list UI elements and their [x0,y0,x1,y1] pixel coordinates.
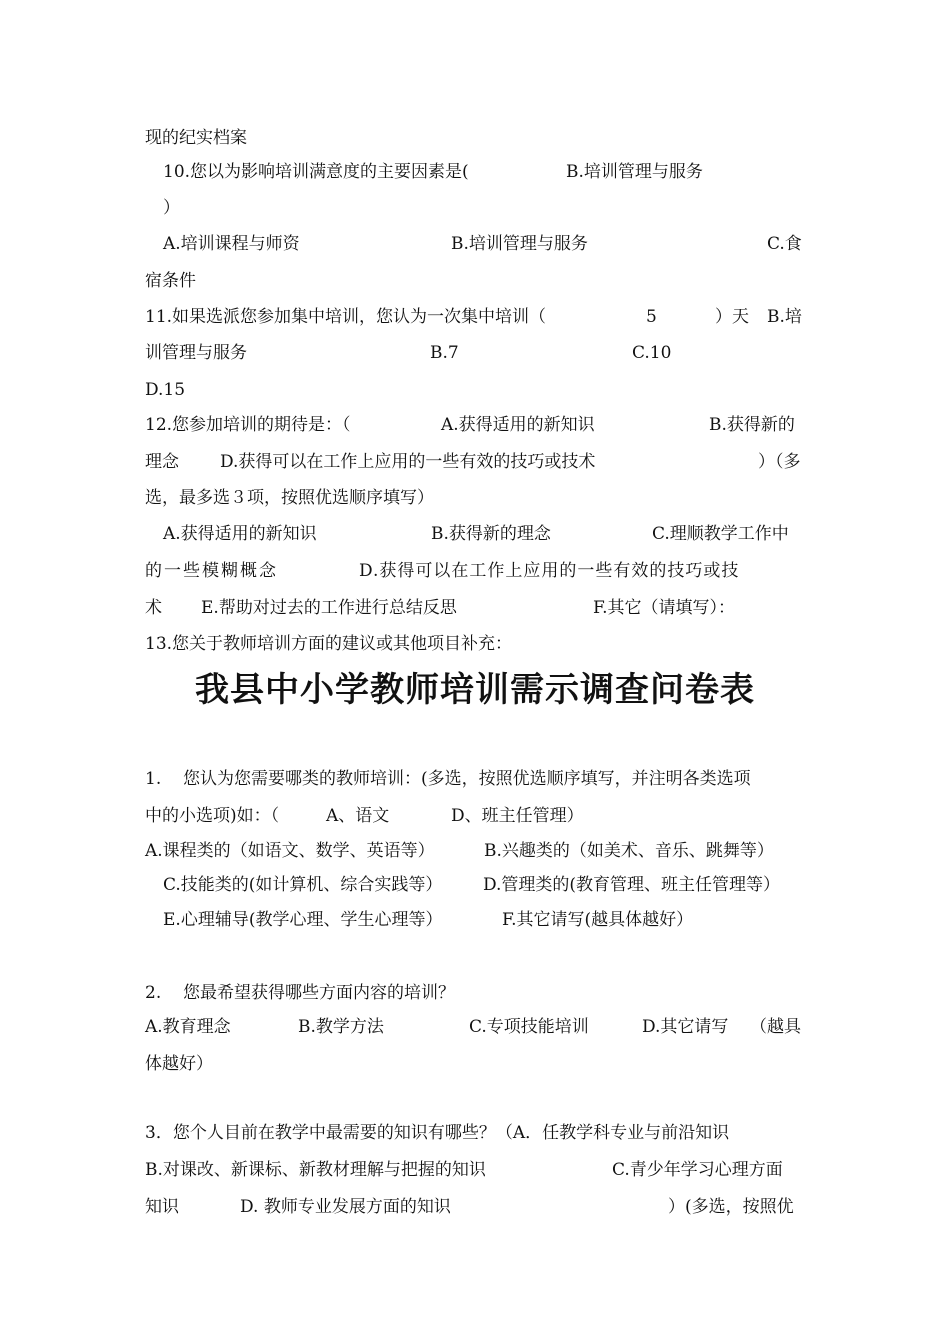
text-line: ） [163,198,180,218]
example-d: D、班主任管理） [451,806,584,826]
option-d: D.管理类的(教育管理、班主任管理等） [483,875,781,895]
text-line: 体越好） [145,1054,213,1074]
text-line: ）(多选，按照优 [668,1197,794,1217]
option-b: B.培训管理与服务 [451,234,588,254]
answer-text: 5 [646,307,657,327]
option-a: A.获得适用的新知识 [163,524,317,544]
question-12: 12.您参加培训的期待是：（ [145,415,351,435]
text-line: ）（多 [758,452,801,472]
document-title: 我县中小学教师培训需示调查问卷表 [195,670,755,710]
option-b: B.培 [767,307,802,327]
option-a: A.教育理念 [145,1017,231,1037]
text-line: 训管理与服务 [145,343,247,363]
option-b: B.7 [430,343,459,363]
option-c: C.青少年学习心理方面 [612,1160,783,1180]
option-d: D.获得可以在工作上应用的一些有效的技巧或技 [359,561,740,581]
option-e: E.帮助对过去的工作进行总结反思 [201,598,457,618]
option-c: C.技能类的(如计算机、综合实践等） [163,875,443,895]
option-b: B.兴趣类的（如美术、音乐、跳舞等） [484,841,774,861]
option-a: A.培训课程与师资 [163,234,300,254]
option-f: F.其它请写(越具体越好） [502,910,694,930]
option-f: F.其它（请填写）： [593,598,736,618]
option-c: C.理顺教学工作中 [652,524,789,544]
text-line: 中的小选项)如：（ [145,806,280,826]
text-line: 知识 [145,1197,179,1217]
text-line: 的一些模糊概念 [145,561,278,581]
text-line: 宿条件 [145,271,196,291]
option-a: A.课程类的（如语文、数学、英语等） [145,841,435,861]
text-line: ）天 [715,307,749,327]
question-number: 2. [145,983,162,1003]
option-b: B.教学方法 [298,1017,384,1037]
question-3: 3．您个人目前在教学中最需要的知识有哪些？（A．任教学科专业与前沿知识 [145,1123,730,1143]
option-d: D.其它请写 [642,1017,729,1037]
text-line: 术 [145,598,162,618]
option-b: B.对课改、新课标、新教材理解与把握的知识 [145,1160,486,1180]
option-e: E.心理辅导(教学心理、学生心理等） [163,910,443,930]
question-1: 您认为您需要哪类的教师培训：(多选，按照优选顺序填写，并注明各类选项 [183,769,751,789]
text-line: 现的纪实档案 [145,128,247,148]
option-d: D.获得可以在工作上应用的一些有效的技巧或技术 [220,452,596,472]
question-11: 11.如果选派您参加集中培训，您认为一次集中培训（ [145,307,547,327]
option-d: D.15 [145,380,186,400]
option-a: A.获得适用的新知识 [441,415,595,435]
text-line: 理念 [145,452,179,472]
question-13: 13.您关于教师培训方面的建议或其他项目补充： [145,634,513,654]
question-2: 您最希望获得哪些方面内容的培训？ [183,983,455,1003]
option-b: B.获得新的 [709,415,795,435]
option-c: C.专项技能培训 [469,1017,589,1037]
text-line: 选，最多选３项，按照优选顺序填写） [145,488,434,508]
option-d: D. 教师专业发展方面的知识 [240,1197,451,1217]
text-line: （越具 [750,1017,801,1037]
option-c: C.10 [632,343,672,363]
question-10: 10.您以为影响培训满意度的主要因素是( [163,162,469,182]
question-number: 1. [145,769,162,789]
example-a: A、语文 [326,806,390,826]
option-c: C.食 [767,234,802,254]
option-b: B.获得新的理念 [431,524,551,544]
answer-text: B.培训管理与服务 [566,162,703,182]
